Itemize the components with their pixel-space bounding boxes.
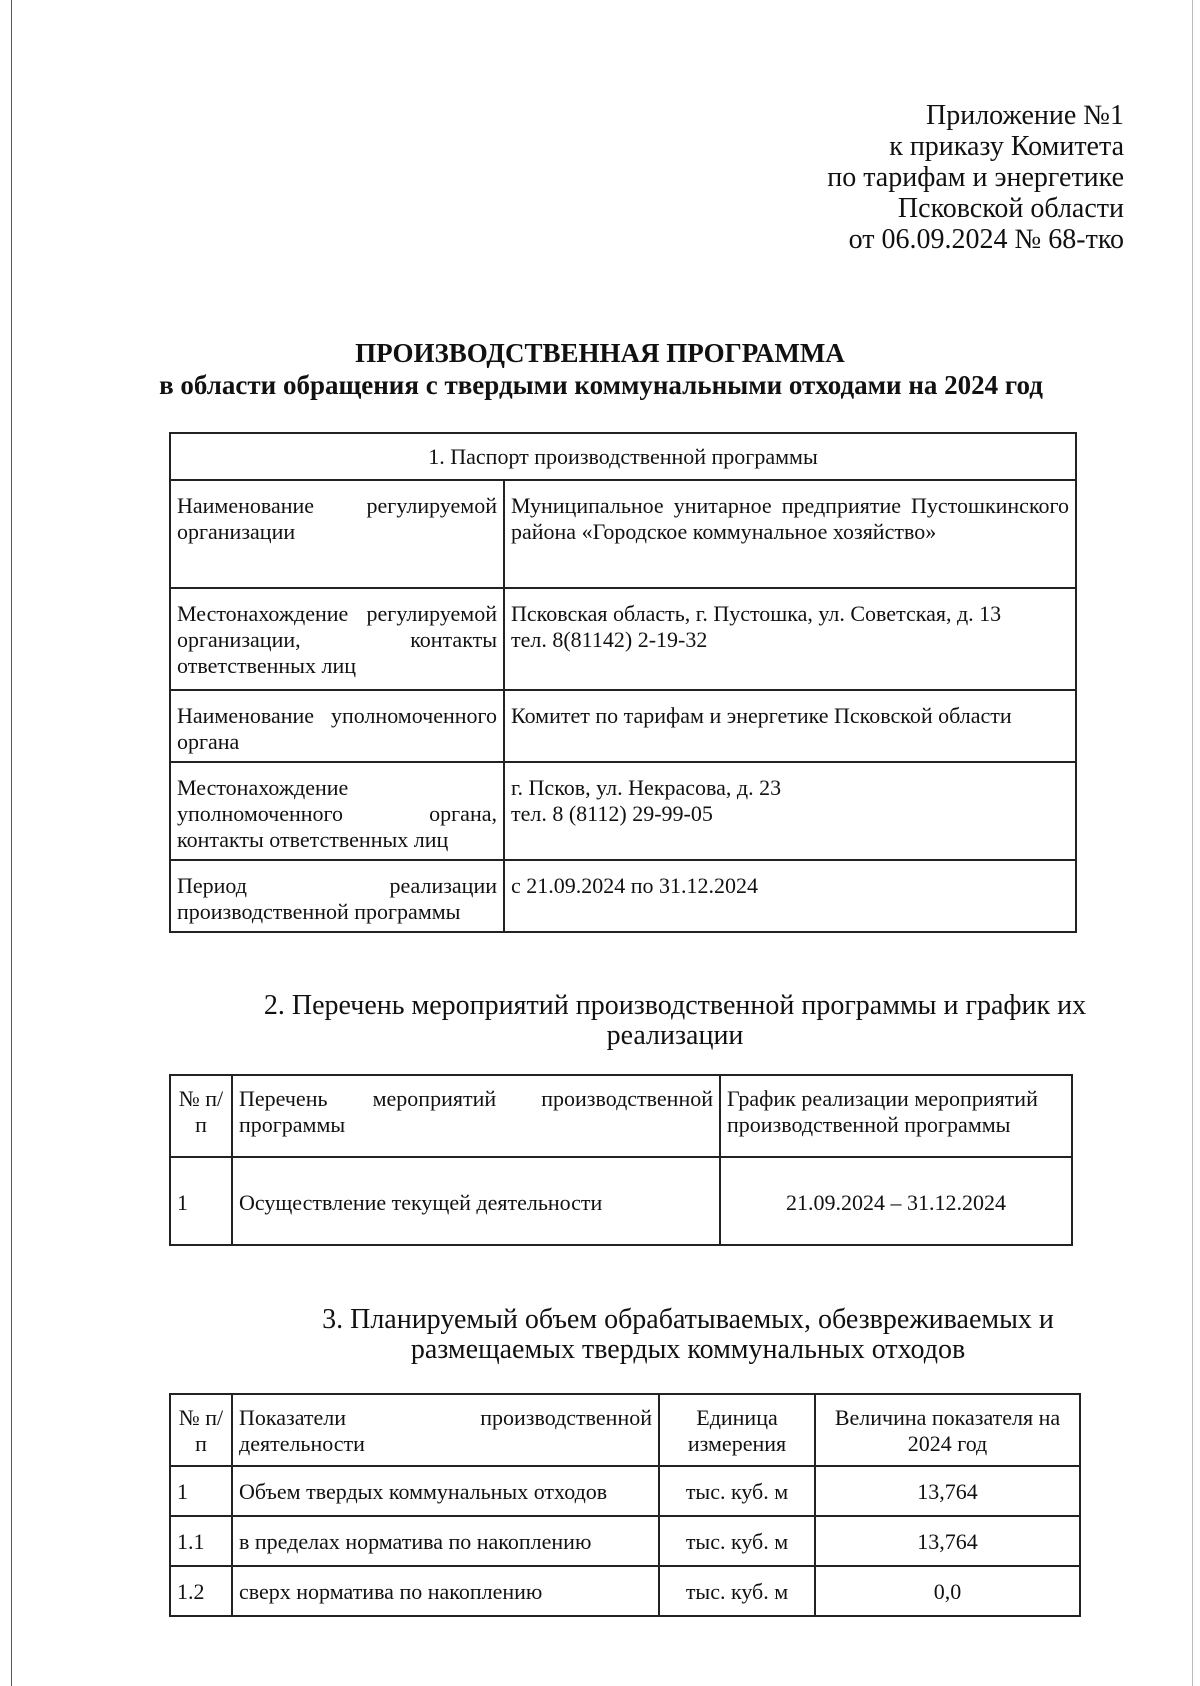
waste-volume-table xyxy=(169,1393,1081,1617)
activity-schedule: 21.09.2024 – 31.12.2024 xyxy=(720,1157,1072,1245)
passport-value-line: тел. 8 (8112) 29-99-05 xyxy=(511,801,713,826)
header-line: по тарифам и энергетике xyxy=(827,162,1124,193)
passport-value xyxy=(504,588,1076,690)
section2-heading xyxy=(220,991,1130,1051)
row-number: 1.2 xyxy=(170,1566,232,1616)
passport-table xyxy=(169,432,1077,933)
indicator-value: 13,764 xyxy=(815,1516,1080,1566)
table-row xyxy=(170,1516,1080,1566)
table-row xyxy=(170,1466,1080,1516)
column-header: № п/п xyxy=(170,1075,232,1157)
page-left-border xyxy=(11,0,12,1686)
passport-value: Муниципальное унитарное предприятие Пустошкинского района «Городское коммунальное хозяйство» xyxy=(504,480,1076,588)
row-number: 1 xyxy=(170,1466,232,1516)
table-row xyxy=(170,1566,1080,1616)
indicator-name: сверх норматива по накоплению xyxy=(232,1566,659,1616)
heading-line: 3. Планируемый объем обрабатываемых, обезвреживаемых и xyxy=(322,1304,1054,1335)
activity-name: Осуществление текущей деятельности xyxy=(232,1157,720,1245)
indicator-name: Объем твердых коммунальных отходов xyxy=(232,1466,659,1516)
unit: тыс. куб. м xyxy=(659,1566,815,1616)
table-header-row xyxy=(170,1394,1080,1466)
passport-value-line: тел. 8(81142) 2-19-32 xyxy=(511,627,708,652)
heading-line: размещаемых твердых коммунальных отходов xyxy=(410,1334,966,1365)
passport-value: Комитет по тарифам и энергетике Псковской области xyxy=(504,690,1076,762)
table-row xyxy=(170,480,1076,588)
passport-label: Наименование регулируемой организации xyxy=(170,480,504,588)
passport-value-line: Псковская область, г. Пустошка, ул. Советская, д. 13 xyxy=(511,601,1002,626)
table-row xyxy=(170,762,1076,860)
heading-line: 2. Перечень мероприятий производственной программы и график их xyxy=(263,990,1087,1021)
unit: тыс. куб. м xyxy=(659,1516,815,1566)
header-line: к приказу Комитета xyxy=(889,131,1124,162)
column-header: Перечень мероприятий производственной программы xyxy=(232,1075,720,1157)
header-line: Псковской области xyxy=(897,193,1124,224)
table-row xyxy=(170,588,1076,690)
section3-heading xyxy=(268,1305,1108,1365)
row-number: 1 xyxy=(170,1157,232,1245)
indicator-value: 0,0 xyxy=(815,1566,1080,1616)
passport-label: Наименование уполномоченного органа xyxy=(170,690,504,762)
passport-heading: 1. Паспорт производственной программы xyxy=(170,433,1076,480)
appendix-header xyxy=(827,100,1124,255)
table-row xyxy=(170,860,1076,932)
passport-label: Местонахождение уполномоченного органа, контакты ответственных лиц xyxy=(170,762,504,860)
unit: тыс. куб. м xyxy=(659,1466,815,1516)
table-header-row xyxy=(170,1075,1072,1157)
title-subtitle: в области обращения с твердыми коммунальными отходами на 2024 год xyxy=(159,370,1043,400)
page-right-border xyxy=(1192,0,1193,1686)
indicator-name: в пределах норматива по накоплению xyxy=(232,1516,659,1566)
passport-value-line: г. Псков, ул. Некрасова, д. 23 xyxy=(511,775,782,800)
passport-label: Период реализации производственной программы xyxy=(170,860,504,932)
indicator-value: 13,764 xyxy=(815,1466,1080,1516)
column-header: № п/п xyxy=(170,1394,232,1466)
passport-value: с 21.09.2024 по 31.12.2024 xyxy=(504,860,1076,932)
column-header: Показатели производственной деятельности xyxy=(232,1394,659,1466)
document-title xyxy=(0,337,1200,401)
header-line: Приложение №1 xyxy=(926,100,1124,131)
header-line: от 06.09.2024 № 68-тко xyxy=(848,224,1124,255)
activities-table xyxy=(169,1074,1073,1246)
column-header: График реализации мероприятий производственной программы xyxy=(720,1075,1072,1157)
table-row xyxy=(170,690,1076,762)
passport-value xyxy=(504,762,1076,860)
heading-line: реализации xyxy=(606,1020,744,1051)
column-header: Величина показателя на 2024 год xyxy=(815,1394,1080,1466)
title-main: ПРОИЗВОДСТВЕННАЯ ПРОГРАММА xyxy=(355,338,845,368)
row-number: 1.1 xyxy=(170,1516,232,1566)
passport-label: Местонахождение регулируемой организации, контакты ответственных лиц xyxy=(170,588,504,690)
table-row xyxy=(170,1157,1072,1245)
column-header: Единица измерения xyxy=(659,1394,815,1466)
